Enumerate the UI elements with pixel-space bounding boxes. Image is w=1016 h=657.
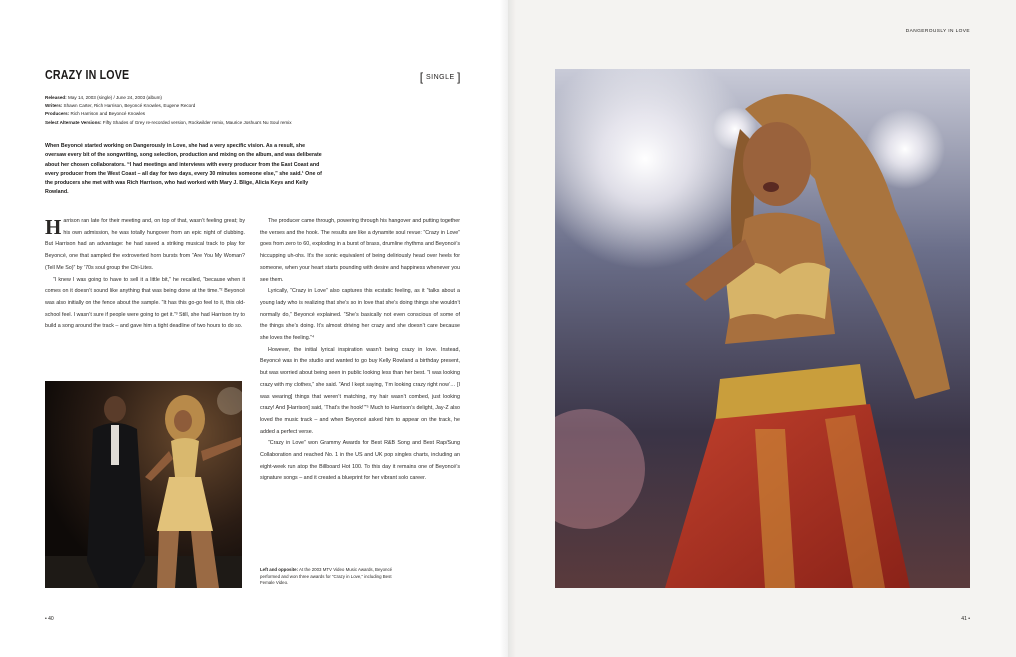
song-title: CRAZY IN LOVE (45, 67, 130, 82)
body-column-1 (45, 216, 245, 333)
credit-writers: Writers: Shawn Carter, Rich Harrison, Beyoncé Knowles, Eugene Record (45, 103, 196, 109)
photo-illustration (555, 69, 970, 588)
tag-open-bracket: [ (419, 70, 424, 84)
body-paragraph: Lyrically, “Crazy in Love” also captures this ecstatic feeling, as it “talks about a young lady who is realizing that she’s so in love that she’s doing things she wouldn’t normally do,” Beyoncé explained. “She’s basically not even conscious of some of the things she’s doing. It’s almost driving her crazy and she doesn’t care because she loves the feeling.”⁴ (260, 288, 460, 342)
credit-released: Released: May 14, 2003 (single) / June 24, 2003 (album) (45, 95, 162, 100)
credit-producers: Producers: Rich Harrison and Beyoncé Knowles (45, 111, 146, 117)
single-tag-label: SINGLE (426, 74, 455, 81)
body-column-2 (260, 216, 460, 485)
right-page (508, 0, 1016, 657)
credit-alternate-versions: Select Alternate Versions: Fifty Shades of Grey re-recorded version, Rockwilder remix, Maurice Joshua's Nu Soul remix (45, 119, 292, 125)
photo-performance (555, 69, 970, 588)
photo-caption: Left and opposite: At the 2003 MTV Video Music Awards, Beyoncé performed and won three awards for “Crazy in Love,” including Best Female Video. (260, 567, 393, 586)
body-paragraph: Harrison ran late for their meeting and, on top of that, wasn’t feeling great; by his own admission, he was totally hungover from an epic night of clubbing. But Harrison had an advantage: he had saved a striking musical track to play for Beyoncé, one that sampled the extroverted horn bursts from “Are You My Woman? (Tell Me So)” by ’70s soul group the Chi-Lites. (45, 215, 245, 271)
book-gutter-shadow (500, 0, 516, 657)
body-paragraph: “Crazy in Love” won Grammy Awards for Best R&B Song and Best Rap/Sung Collaboration and reached No. 1 in the US and UK pop singles charts, including an eight-week run atop the Billboard Hot 100. To this day it remains one of Beyoncé’s signature songs – and it created a blueprint for her vibrant solo career. (260, 440, 460, 482)
drop-cap: H (45, 215, 62, 239)
page-number-left: • 40 (45, 616, 54, 622)
photo-illustration (45, 381, 242, 588)
song-credits (45, 94, 345, 127)
tag-close-bracket: ] (457, 70, 461, 84)
single-tag (420, 68, 461, 82)
intro-paragraph: When Beyoncé started working on Dangerously in Love, she had a very specific vision. As a result, she oversaw every bit of the songwriting, song selection, production and mixing on the album, and was deliberate about her chosen collaborators. “I had meetings and interviews with every producer from the East Coast and every producer from the West Coast – all day for two days, every 30 minutes someone else,” she said.¹ One of the producers she met with was Rich Harrison, who had worked with Mary J. Blige, Alicia Keys and Kelly Rowland. (45, 143, 322, 196)
running-head: DANGEROUSLY IN LOVE (905, 29, 970, 34)
body-paragraph: However, the initial lyrical inspiration wasn’t being crazy in love. Instead, Beyoncé was in the studio and wanted to go buy Kelly Rowland a birthday present, but was worried about being seen in public looking less than her best. “I was looking crazy with my clothes,” she said. “And I kept saying, ‘I’m looking crazy right now’… [I was wearing] things that weren’t matching, my hair wasn’t combed, just looking crazy! And [Harrison] said, ‘That’s the hook!’”⁵ Much to Harrison’s delight, Jay-Z also loved the music track – and when Beyoncé asked him to appear on the track, he added a perfect verse. (260, 346, 460, 435)
page-number-right: 41 • (961, 616, 970, 622)
body-paragraph: The producer came through, powering through his hangover and putting together the verses and the hook. The results are like a dynamite soul revue: “Crazy in Love” goes from zero to 60, exploding in a burst of brass, drumline rhythms and Beyoncé’s hiccupping uh-ohs. It’s the sonic equivalent of being deliriously head over heels for someone, when your heart starts pounding with desire and happiness whenever you see them. (260, 218, 460, 283)
body-paragraph: “I knew I was going to have to sell it a little bit,” he recalled, “because when it comes on it doesn’t sound like anything that was being done at the time.”² Beyoncé was also initially on the fence about the sample. “It has this go-go feel to it, this old-school feel. I wasn’t sure if people were going to get it.”³ Still, she had Harrison try to build a song around the track – and gave him a tight deadline of two hours to do so. (45, 276, 245, 330)
photo-awards-stage (45, 381, 242, 588)
